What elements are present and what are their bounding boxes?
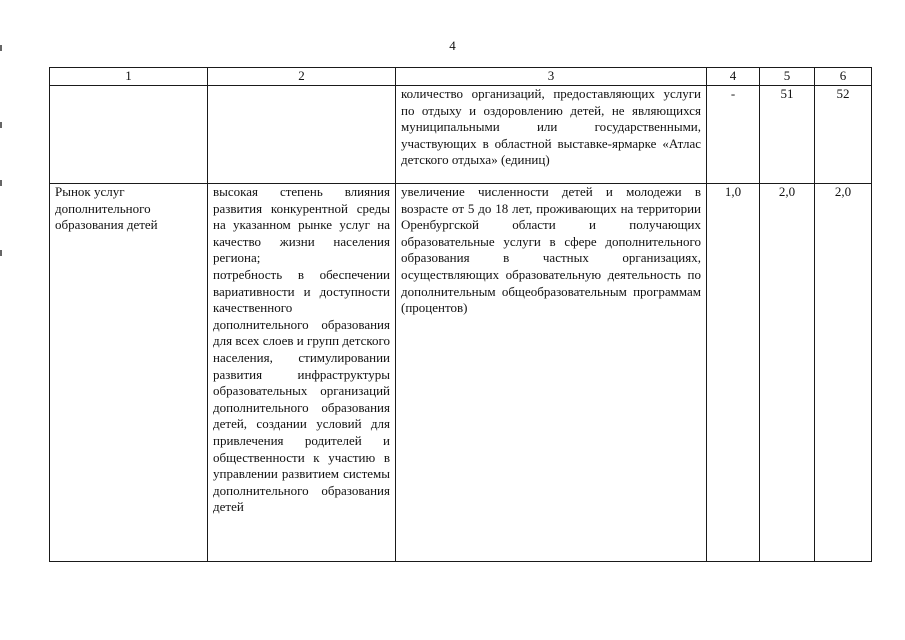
column-header: 2 xyxy=(208,68,396,86)
table-header-row xyxy=(50,68,872,86)
problem-cell xyxy=(208,86,396,184)
column-header: 6 xyxy=(815,68,872,86)
indicator-cell: увеличение численности детей и молодежи в возрасте от 5 до 18 лет, проживающих на территории Оренбургской области и получающих образовательные услуги в сфере дополнительного образования в частных организациях, осуществляющих образовательную деятельность по дополнительным общеобразовательным программам (процентов) xyxy=(396,184,707,562)
problem-paragraph: высокая степень влияния развития конкурентной среды на указанном рынке услуг на качество жизни населения региона; xyxy=(213,184,390,266)
value-cell: 2,0 xyxy=(760,184,815,562)
value-cell: 52 xyxy=(815,86,872,184)
table-row xyxy=(50,86,872,184)
column-header: 1 xyxy=(50,68,208,86)
value-cell: 1,0 xyxy=(707,184,760,562)
problem-paragraph: потребность в обеспечении вариативности и доступности качественного дополнительного образования для всех слоев и групп детского населения, стимулировании развития инфраструктуры образовательных организаций дополнительного образования детей, создании условий для привлечения родителей и общественности к участию в управлении развитием системы дополнительного образования детей xyxy=(213,266,390,515)
indicator-cell: количество организаций, предоставляющих услуги по отдыху и оздоровлению детей, не являющихся муниципальными или государственными, участвующих в областной выставке-ярмарке «Атлас детского отдыха» (единиц) xyxy=(396,86,707,184)
column-header: 3 xyxy=(396,68,707,86)
scan-edge-mark xyxy=(0,250,2,256)
table-row xyxy=(50,184,872,562)
scan-edge-mark xyxy=(0,122,2,128)
column-header: 5 xyxy=(760,68,815,86)
page-number: 4 xyxy=(449,38,456,53)
value-cell: - xyxy=(707,86,760,184)
value-cell: 51 xyxy=(760,86,815,184)
indicators-table xyxy=(49,67,872,562)
market-cell xyxy=(50,86,208,184)
market-cell: Рынок услуг дополнительного образования детей xyxy=(50,184,208,562)
problem-cell xyxy=(208,184,396,562)
column-header: 4 xyxy=(707,68,760,86)
value-cell: 2,0 xyxy=(815,184,872,562)
scan-edge-mark xyxy=(0,180,2,186)
